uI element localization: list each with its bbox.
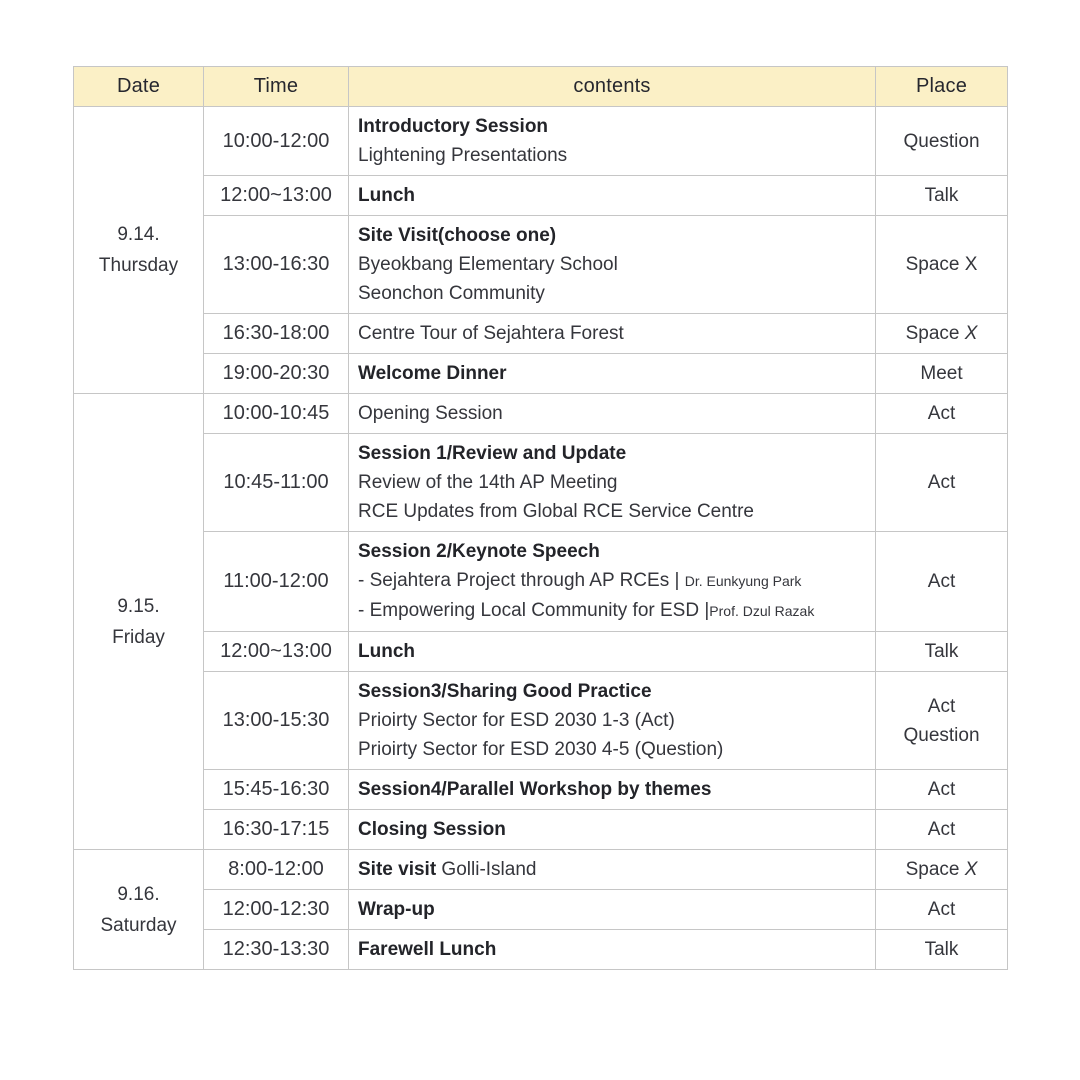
place-line [882, 637, 1001, 666]
text-segment: Space [905, 859, 965, 880]
content-cell [349, 314, 876, 354]
col-header-place: Place [876, 67, 1008, 107]
content-line [358, 279, 865, 308]
place-line [882, 567, 1001, 596]
content-cell [349, 216, 876, 314]
place-cell [876, 216, 1008, 314]
table-row [74, 930, 1008, 970]
place-cell [876, 176, 1008, 216]
text-segment: Talk [924, 939, 959, 960]
date-cell [74, 394, 204, 850]
text-segment: Session3/Sharing Good Practice [358, 681, 652, 702]
date-label: 9.14. [117, 224, 160, 245]
content-cell [349, 107, 876, 176]
table-row [74, 850, 1008, 890]
text-segment: Site Visit(choose one) [358, 225, 557, 246]
content-line [358, 855, 865, 884]
place-line [882, 359, 1001, 388]
text-segment: Act [927, 571, 956, 592]
place-cell [876, 107, 1008, 176]
place-line [882, 127, 1001, 156]
time-cell: 12:30-13:30 [204, 930, 349, 970]
table-row [74, 354, 1008, 394]
table-row [74, 314, 1008, 354]
content-cell [349, 394, 876, 434]
content-line [358, 359, 865, 388]
content-line [358, 895, 865, 924]
place-cell [876, 394, 1008, 434]
time-cell: 12:00~13:00 [204, 632, 349, 672]
time-cell: 16:30-18:00 [204, 314, 349, 354]
schedule-table-container [73, 66, 1007, 970]
table-row [74, 176, 1008, 216]
table-row [74, 394, 1008, 434]
text-segment: Session4/Parallel Workshop by themes [358, 779, 712, 800]
content-line [358, 112, 865, 141]
text-segment: Prioirty Sector for ESD 2030 1-3 (Act) [358, 710, 675, 731]
content-line [358, 775, 865, 804]
place-line [882, 250, 1001, 279]
place-cell [876, 314, 1008, 354]
table-row [74, 890, 1008, 930]
content-line [358, 637, 865, 666]
place-line [882, 895, 1001, 924]
text-segment: Act [927, 472, 956, 493]
place-line [882, 468, 1001, 497]
content-line [358, 497, 865, 526]
header-row [74, 67, 1008, 107]
text-segment: - Sejahtera Project through AP RCEs | [358, 570, 685, 591]
content-line [358, 468, 865, 497]
text-segment: Act [927, 695, 956, 717]
text-segment: Centre Tour of Sejahtera Forest [358, 323, 624, 344]
content-line [358, 399, 865, 428]
content-line [358, 181, 865, 210]
table-row [74, 632, 1008, 672]
table-row [74, 672, 1008, 770]
date-label: 9.15. [117, 595, 160, 617]
time-cell: 12:00-12:30 [204, 890, 349, 930]
content-line [358, 566, 865, 596]
text-segment: Session 2/Keynote Speech [358, 541, 600, 562]
col-header-date: Date [74, 67, 204, 107]
text-segment: Lunch [358, 185, 415, 206]
content-cell [349, 532, 876, 632]
text-segment: Wrap-up [358, 899, 435, 920]
text-segment: - Empowering Local Community for ESD | [358, 600, 710, 621]
content-cell [349, 632, 876, 672]
time-cell: 8:00-12:00 [204, 850, 349, 890]
table-row [74, 434, 1008, 532]
time-cell: 19:00-20:30 [204, 354, 349, 394]
text-segment: Site visit [358, 859, 437, 880]
place-cell [876, 632, 1008, 672]
place-cell [876, 810, 1008, 850]
text-segment: Lightening Presentations [358, 145, 568, 166]
table-row [74, 810, 1008, 850]
text-segment: Talk [924, 185, 959, 206]
text-segment: Review of the 14th AP Meeting [358, 472, 618, 493]
content-cell [349, 354, 876, 394]
content-cell [349, 434, 876, 532]
place-cell [876, 930, 1008, 970]
place-line [882, 815, 1001, 844]
place-cell [876, 532, 1008, 632]
time-cell: 13:00-16:30 [204, 216, 349, 314]
text-segment: Prioirty Sector for ESD 2030 4-5 (Question) [358, 739, 724, 760]
place-cell [876, 890, 1008, 930]
text-segment: Space X [905, 254, 978, 275]
time-cell: 13:00-15:30 [204, 672, 349, 770]
text-segment: Closing Session [358, 819, 506, 840]
content-cell [349, 176, 876, 216]
text-segment: X [964, 859, 978, 880]
text-segment: Session 1/Review and Update [358, 443, 627, 464]
place-cell [876, 672, 1008, 770]
date-label: 9.16. [117, 883, 160, 905]
text-segment: Dr. Eunkyung Park [684, 573, 802, 589]
content-line [358, 677, 865, 706]
day-label: Saturday [100, 914, 177, 936]
place-cell [876, 434, 1008, 532]
col-header-contents: contents [349, 67, 876, 107]
content-cell [349, 770, 876, 810]
table-row [74, 107, 1008, 176]
table-row [74, 770, 1008, 810]
text-segment: Act [927, 403, 956, 424]
time-cell: 16:30-17:15 [204, 810, 349, 850]
time-cell: 10:00-12:00 [204, 107, 349, 176]
time-cell: 10:45-11:00 [204, 434, 349, 532]
text-segment: Talk [924, 641, 959, 662]
table-row [74, 532, 1008, 632]
col-header-time: Time [204, 67, 349, 107]
place-line [882, 775, 1001, 804]
content-line [358, 319, 865, 348]
text-segment: Act [927, 819, 956, 840]
place-line [882, 399, 1001, 428]
place-line [882, 319, 1001, 348]
text-segment: Introductory Session [358, 116, 549, 137]
content-line [358, 815, 865, 844]
text-segment: Lunch [358, 641, 415, 662]
text-segment: Act [927, 899, 956, 920]
schedule-table [73, 66, 1008, 970]
place-line [882, 855, 1001, 884]
place-line [882, 692, 1001, 721]
schedule-body [74, 107, 1008, 970]
content-line [358, 439, 865, 468]
place-line [882, 721, 1001, 750]
day-label: Friday [112, 626, 165, 648]
place-cell [876, 850, 1008, 890]
text-segment: Byeokbang Elementary School [358, 254, 618, 275]
content-line [358, 596, 865, 626]
table-row [74, 216, 1008, 314]
content-cell [349, 810, 876, 850]
text-segment: Question [903, 724, 980, 746]
content-line [358, 537, 865, 566]
date-cell [74, 107, 204, 394]
content-cell [349, 890, 876, 930]
text-segment: Space [905, 323, 965, 344]
text-segment: Act [927, 779, 956, 800]
content-line [358, 706, 865, 735]
place-cell [876, 770, 1008, 810]
day-label: Thursday [98, 255, 179, 276]
text-segment: X [964, 323, 978, 344]
text-segment: Farewell Lunch [358, 939, 497, 960]
text-segment: RCE Updates from Global RCE Service Centre [358, 501, 754, 522]
time-cell: 12:00~13:00 [204, 176, 349, 216]
text-segment: Meet [920, 363, 963, 384]
text-segment: Question [903, 130, 980, 152]
place-line [882, 181, 1001, 210]
text-segment: Golli-Island [436, 859, 537, 880]
text-segment: Opening Session [358, 403, 503, 424]
text-segment: Seonchon Community [358, 283, 545, 304]
content-line [358, 221, 865, 250]
content-cell [349, 930, 876, 970]
place-cell [876, 354, 1008, 394]
text-segment: Welcome Dinner [358, 363, 507, 384]
time-cell: 10:00-10:45 [204, 394, 349, 434]
date-cell [74, 850, 204, 970]
time-cell: 15:45-16:30 [204, 770, 349, 810]
content-line [358, 935, 865, 964]
place-line [882, 935, 1001, 964]
content-line [358, 250, 865, 279]
content-line [358, 141, 865, 170]
content-cell [349, 672, 876, 770]
time-cell: 11:00-12:00 [204, 532, 349, 632]
text-segment: Prof. Dzul Razak [709, 603, 815, 619]
content-cell [349, 850, 876, 890]
content-line [358, 735, 865, 764]
